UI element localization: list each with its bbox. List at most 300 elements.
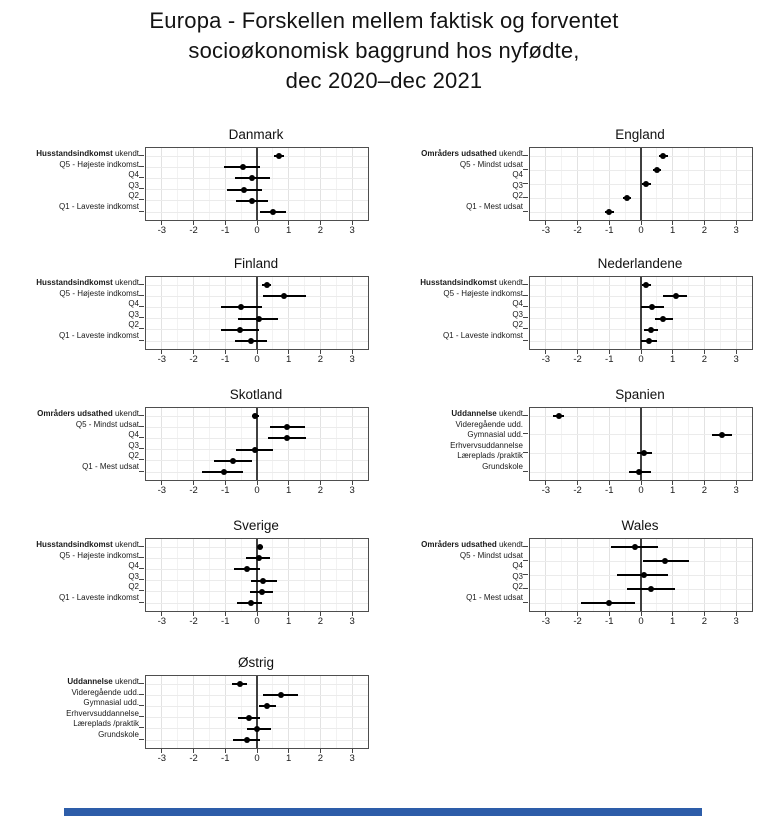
y-tick bbox=[139, 448, 144, 449]
y-axis-labels bbox=[384, 278, 523, 342]
y-tick bbox=[139, 437, 144, 438]
y-tick bbox=[139, 683, 144, 684]
y-tick bbox=[139, 295, 144, 296]
x-tick-label: 1 bbox=[286, 753, 292, 764]
y-tick bbox=[139, 340, 144, 341]
grid-line-vertical bbox=[241, 539, 242, 611]
data-point bbox=[248, 600, 254, 606]
data-point bbox=[244, 566, 250, 572]
x-tick-label: 0 bbox=[254, 354, 260, 365]
y-axis-labels bbox=[0, 540, 139, 604]
x-tick-label: -3 bbox=[541, 616, 551, 627]
grid-line-vertical bbox=[672, 277, 673, 349]
y-tick bbox=[139, 284, 144, 285]
grid-line-vertical bbox=[609, 277, 610, 349]
y-tick bbox=[139, 590, 144, 591]
grid-line-vertical bbox=[304, 148, 305, 220]
grid-line-vertical bbox=[304, 676, 305, 748]
data-point bbox=[264, 282, 270, 288]
grid-line-vertical bbox=[545, 277, 546, 349]
grid-line-vertical bbox=[288, 277, 289, 349]
x-tick-label: 3 bbox=[733, 354, 739, 365]
footer-bar bbox=[64, 808, 702, 816]
grid-line-vertical bbox=[593, 408, 594, 480]
grid-line-vertical bbox=[545, 408, 546, 480]
grid-line-vertical bbox=[193, 148, 194, 220]
y-tick bbox=[523, 328, 528, 329]
panel-title: Danmark bbox=[228, 127, 284, 142]
data-point bbox=[281, 293, 287, 299]
data-point bbox=[624, 195, 630, 201]
x-tick-label: -3 bbox=[157, 225, 167, 236]
plot-area bbox=[529, 147, 753, 236]
x-tick-label: 0 bbox=[254, 485, 260, 496]
y-axis-label: Q3 bbox=[512, 180, 523, 190]
grid-line-vertical bbox=[304, 277, 305, 349]
data-point bbox=[270, 209, 276, 215]
x-tick-label: 3 bbox=[349, 616, 355, 627]
plot-area bbox=[145, 538, 369, 627]
x-tick-label: -2 bbox=[189, 485, 198, 496]
y-tick bbox=[523, 155, 528, 156]
chart-title-line-2: socioøkonomisk baggrund hos nyfødte, bbox=[188, 38, 580, 63]
y-axis-label: Q5 - Mindst udsat bbox=[75, 419, 139, 429]
grid-line-vertical bbox=[241, 408, 242, 480]
x-tick-label: -1 bbox=[221, 753, 230, 764]
y-axis-label: Q2 bbox=[128, 320, 139, 330]
x-tick-label: -2 bbox=[189, 225, 198, 236]
data-point bbox=[256, 316, 262, 322]
grid-line-vertical bbox=[304, 539, 305, 611]
grid-line-vertical bbox=[193, 277, 194, 349]
y-tick bbox=[523, 471, 528, 472]
x-tick-label: 2 bbox=[701, 354, 708, 365]
grid-line-vertical bbox=[161, 408, 162, 480]
zero-reference-line bbox=[256, 277, 258, 349]
x-tick-label: 1 bbox=[286, 616, 292, 627]
x-tick-label: 3 bbox=[349, 225, 355, 236]
grid-line-vertical bbox=[177, 148, 178, 220]
y-axis-label: Q1 - Laveste indkomst bbox=[58, 201, 139, 211]
x-tick-label: -3 bbox=[541, 225, 551, 236]
y-tick bbox=[139, 705, 144, 706]
data-point bbox=[556, 413, 562, 419]
grid-line-vertical bbox=[336, 277, 337, 349]
x-tick-label: -2 bbox=[573, 225, 582, 236]
y-axis-label: Gymnasial udd. bbox=[467, 430, 523, 440]
y-tick bbox=[139, 727, 144, 728]
x-tick-label: 1 bbox=[670, 616, 676, 627]
y-tick bbox=[523, 574, 528, 575]
x-tick-label: -3 bbox=[157, 616, 167, 627]
grid-line-vertical bbox=[656, 408, 657, 480]
x-tick-label: -1 bbox=[605, 225, 614, 236]
y-axis-label: Q4 bbox=[512, 299, 523, 309]
data-point bbox=[249, 198, 255, 204]
grid-line-vertical bbox=[320, 277, 321, 349]
y-axis-label: Q1 - Laveste indkomst bbox=[442, 330, 523, 340]
grid-line-vertical bbox=[609, 408, 610, 480]
grid-line-vertical bbox=[272, 408, 273, 480]
x-tick-label: -2 bbox=[189, 753, 198, 764]
zero-reference-line bbox=[640, 277, 642, 349]
y-axis-label: Læreplads /praktik bbox=[457, 451, 523, 461]
data-point bbox=[259, 589, 265, 595]
grid-line-vertical bbox=[161, 148, 162, 220]
y-tick bbox=[523, 284, 528, 285]
grid-line-vertical bbox=[161, 676, 162, 748]
y-axis-labels bbox=[0, 149, 139, 213]
zero-reference-line bbox=[256, 539, 258, 611]
x-tick-label: 1 bbox=[286, 485, 292, 496]
panel-title: Spanien bbox=[615, 387, 665, 402]
y-tick bbox=[523, 317, 528, 318]
x-tick-label: -1 bbox=[605, 354, 614, 365]
grid-line-vertical bbox=[593, 277, 594, 349]
y-tick bbox=[139, 739, 144, 740]
x-tick-label: 2 bbox=[317, 616, 324, 627]
grid-line-vertical bbox=[177, 539, 178, 611]
y-axis-label: Q1 - Mest udsat bbox=[466, 592, 523, 602]
grid-line-vertical bbox=[161, 277, 162, 349]
y-axis-labels bbox=[0, 278, 139, 342]
data-point bbox=[719, 432, 725, 438]
grid-line-vertical bbox=[177, 277, 178, 349]
zero-reference-line bbox=[256, 148, 258, 220]
grid-line-vertical bbox=[352, 408, 353, 480]
panel-title: Nederlandene bbox=[597, 256, 683, 271]
y-axis-label: Q2 bbox=[512, 320, 523, 330]
y-tick bbox=[139, 317, 144, 318]
y-axis-label: Q3 bbox=[512, 309, 523, 319]
data-point bbox=[230, 458, 236, 464]
x-tick-label: -1 bbox=[221, 354, 230, 365]
panel-title: Sverige bbox=[233, 518, 279, 533]
data-point bbox=[278, 692, 284, 698]
data-point bbox=[606, 209, 612, 215]
y-axis-label: Q5 - Højeste indkomst bbox=[443, 288, 523, 298]
y-axis-label: Q4 bbox=[128, 170, 139, 180]
y-axis-label: Q4 bbox=[128, 299, 139, 309]
grid-line-vertical bbox=[272, 676, 273, 748]
y-tick bbox=[523, 306, 528, 307]
panel-sverige bbox=[0, 518, 384, 656]
grid-line-vertical bbox=[304, 408, 305, 480]
y-tick bbox=[139, 602, 144, 603]
x-tick-label: 0 bbox=[638, 354, 644, 365]
y-axis-label: Uddannelse ukendt bbox=[67, 677, 139, 686]
grid-line-vertical bbox=[320, 676, 321, 748]
data-point bbox=[254, 726, 260, 732]
plot-area bbox=[529, 276, 753, 365]
x-tick-label: -3 bbox=[541, 354, 551, 365]
grid-line-vertical bbox=[272, 277, 273, 349]
y-axis-label: Q3 bbox=[128, 309, 139, 319]
grid-line-vertical bbox=[320, 408, 321, 480]
grid-line-vertical bbox=[193, 539, 194, 611]
data-point bbox=[646, 338, 652, 344]
grid-line-vertical bbox=[336, 408, 337, 480]
y-tick bbox=[139, 579, 144, 580]
panel-finland bbox=[0, 256, 384, 394]
data-point bbox=[248, 338, 254, 344]
x-tick-label: -2 bbox=[573, 485, 582, 496]
panel-nederlandene bbox=[384, 256, 768, 394]
grid-line-vertical bbox=[209, 676, 210, 748]
y-tick bbox=[139, 155, 144, 156]
x-tick-label: 2 bbox=[317, 354, 324, 365]
y-axis-labels bbox=[384, 409, 523, 473]
x-tick-label: 3 bbox=[733, 616, 739, 627]
x-tick-label: 2 bbox=[701, 616, 708, 627]
x-tick-label: 3 bbox=[349, 485, 355, 496]
grid-line-vertical bbox=[288, 676, 289, 748]
y-tick bbox=[523, 211, 528, 212]
grid-line-vertical bbox=[352, 277, 353, 349]
data-point bbox=[221, 469, 227, 475]
panel-skotland bbox=[0, 387, 384, 525]
panel-wales bbox=[384, 518, 768, 656]
grid-line-vertical bbox=[704, 277, 705, 349]
grid-line-vertical bbox=[656, 277, 657, 349]
y-axis-label: Q2 bbox=[128, 451, 139, 461]
y-tick bbox=[523, 588, 528, 589]
x-tick-label: 1 bbox=[670, 354, 676, 365]
y-axis-label: Q3 bbox=[128, 180, 139, 190]
y-axis-labels bbox=[384, 149, 523, 213]
grid-line-vertical bbox=[161, 539, 162, 611]
y-axis-label: Videregående udd. bbox=[71, 687, 139, 697]
data-point bbox=[237, 681, 243, 687]
y-axis-label: Husstandsindkomst ukendt bbox=[36, 149, 139, 158]
data-point bbox=[284, 424, 290, 430]
x-tick-label: 0 bbox=[638, 225, 644, 236]
grid-line-vertical bbox=[209, 408, 210, 480]
y-tick bbox=[523, 433, 528, 434]
x-tick-label: 1 bbox=[286, 225, 292, 236]
grid-line-vertical bbox=[625, 277, 626, 349]
y-axis-label: Q3 bbox=[128, 571, 139, 581]
grid-line-vertical bbox=[577, 408, 578, 480]
x-tick-label: 2 bbox=[317, 485, 324, 496]
chart-title-line-1: Europa - Forskellen mellem faktisk og forventet bbox=[149, 8, 619, 33]
y-axis-label: Husstandsindkomst ukendt bbox=[420, 278, 523, 287]
grid-line-vertical bbox=[177, 408, 178, 480]
x-tick-label: -2 bbox=[189, 616, 198, 627]
x-tick-label: -1 bbox=[221, 616, 230, 627]
panel-title: Wales bbox=[621, 518, 659, 533]
grid-line-vertical bbox=[225, 676, 226, 748]
y-tick bbox=[139, 177, 144, 178]
grid-line-vertical bbox=[577, 277, 578, 349]
y-axis-label: Uddannelse ukendt bbox=[451, 409, 523, 418]
grid-line-vertical bbox=[736, 408, 737, 480]
y-tick bbox=[139, 716, 144, 717]
grid-line-vertical bbox=[720, 408, 721, 480]
y-axis-label: Q5 - Mindst udsat bbox=[459, 159, 523, 169]
y-tick bbox=[139, 166, 144, 167]
panel-title: Finland bbox=[233, 256, 279, 271]
data-point bbox=[673, 293, 679, 299]
plot-area bbox=[529, 538, 753, 627]
x-tick-label: 1 bbox=[670, 485, 676, 496]
x-tick-label: -2 bbox=[573, 354, 582, 365]
data-point bbox=[641, 572, 647, 578]
y-tick bbox=[523, 295, 528, 296]
grid-line-vertical bbox=[225, 148, 226, 220]
y-tick bbox=[139, 471, 144, 472]
y-axis-label: Q4 bbox=[128, 561, 139, 571]
x-tick-label: -1 bbox=[605, 616, 614, 627]
panel-østrig bbox=[0, 655, 384, 793]
y-tick bbox=[139, 415, 144, 416]
grid-line-vertical bbox=[288, 148, 289, 220]
x-tick-label: 0 bbox=[638, 485, 644, 496]
y-tick bbox=[139, 426, 144, 427]
grid-line-vertical bbox=[561, 408, 562, 480]
x-tick-label: 0 bbox=[638, 616, 644, 627]
y-axis-label: Husstandsindkomst ukendt bbox=[36, 540, 139, 549]
y-axis-label: Q1 - Laveste indkomst bbox=[58, 330, 139, 340]
y-tick bbox=[139, 546, 144, 547]
zero-reference-line bbox=[256, 408, 258, 480]
grid-line-vertical bbox=[193, 676, 194, 748]
y-axis-label: Q5 - Højeste indkomst bbox=[59, 288, 139, 298]
grid-line-vertical bbox=[209, 277, 210, 349]
x-tick-label: -1 bbox=[605, 485, 614, 496]
plot-area bbox=[529, 407, 753, 496]
y-tick bbox=[523, 452, 528, 453]
grid-line-vertical bbox=[336, 539, 337, 611]
grid-line-vertical bbox=[320, 148, 321, 220]
x-tick-label: 3 bbox=[733, 225, 739, 236]
y-axis-label: Erhvervsuddannelse bbox=[450, 440, 523, 450]
grid-line-vertical bbox=[625, 408, 626, 480]
y-axis-label: Q2 bbox=[128, 582, 139, 592]
data-point bbox=[260, 578, 266, 584]
panel-title: Østrig bbox=[237, 655, 274, 670]
grid-line-vertical bbox=[688, 277, 689, 349]
y-tick bbox=[139, 459, 144, 460]
y-tick bbox=[139, 306, 144, 307]
y-tick bbox=[139, 568, 144, 569]
grid-line-vertical bbox=[320, 539, 321, 611]
x-tick-label: 1 bbox=[670, 225, 676, 236]
x-tick-label: -3 bbox=[157, 354, 167, 365]
plot-area bbox=[145, 147, 369, 236]
data-point bbox=[276, 153, 282, 159]
y-axis-label: Q4 bbox=[512, 561, 523, 571]
y-axis-labels bbox=[0, 677, 139, 741]
data-point bbox=[256, 555, 262, 561]
grid-line-vertical bbox=[336, 148, 337, 220]
data-point bbox=[662, 558, 668, 564]
grid-line-vertical bbox=[672, 408, 673, 480]
x-tick-label: 3 bbox=[733, 485, 739, 496]
y-axis-label: Gymnasial udd. bbox=[83, 698, 139, 708]
y-tick bbox=[139, 211, 144, 212]
x-tick-label: 1 bbox=[286, 354, 292, 365]
y-axis-label: Områders udsathed ukendt bbox=[421, 540, 523, 549]
data-point bbox=[284, 435, 290, 441]
plot-area bbox=[145, 276, 369, 365]
grid-line-vertical bbox=[225, 539, 226, 611]
y-tick bbox=[139, 557, 144, 558]
y-axis-label: Videregående udd. bbox=[455, 419, 523, 429]
grid-line-vertical bbox=[209, 539, 210, 611]
grid-line-vertical bbox=[736, 277, 737, 349]
chart-title bbox=[0, 6, 768, 96]
grid-line-vertical bbox=[288, 408, 289, 480]
data-point bbox=[241, 187, 247, 193]
zero-reference-line bbox=[256, 676, 258, 748]
y-axis-label: Områders udsathed ukendt bbox=[421, 149, 523, 158]
data-point bbox=[641, 450, 647, 456]
data-point bbox=[238, 304, 244, 310]
y-axis-label: Husstandsindkomst ukendt bbox=[36, 278, 139, 287]
data-point bbox=[660, 153, 666, 159]
x-tick-label: 2 bbox=[317, 753, 324, 764]
x-tick-label: -2 bbox=[573, 616, 582, 627]
x-tick-label: -1 bbox=[221, 485, 230, 496]
x-tick-label: -1 bbox=[221, 225, 230, 236]
data-point bbox=[240, 164, 246, 170]
data-point bbox=[654, 167, 660, 173]
grid-line-vertical bbox=[352, 539, 353, 611]
data-point bbox=[606, 600, 612, 606]
y-axis-labels bbox=[384, 540, 523, 604]
x-tick-label: -3 bbox=[157, 753, 167, 764]
y-tick bbox=[139, 694, 144, 695]
panel-title: Skotland bbox=[229, 387, 283, 402]
chart-title-line-3: dec 2020–dec 2021 bbox=[285, 68, 483, 93]
y-tick bbox=[523, 415, 528, 416]
x-tick-label: 0 bbox=[254, 753, 260, 764]
x-tick-label: -3 bbox=[157, 485, 167, 496]
grid-line-vertical bbox=[288, 539, 289, 611]
x-tick-label: 0 bbox=[254, 616, 260, 627]
data-point bbox=[643, 282, 649, 288]
grid-line-vertical bbox=[193, 408, 194, 480]
y-tick bbox=[523, 602, 528, 603]
y-axis-label: Q3 bbox=[128, 440, 139, 450]
x-tick-label: 3 bbox=[349, 354, 355, 365]
data-point bbox=[643, 181, 649, 187]
data-point bbox=[246, 715, 252, 721]
data-point bbox=[244, 737, 250, 743]
y-tick bbox=[523, 560, 528, 561]
y-axis-label: Q1 - Laveste indkomst bbox=[58, 592, 139, 602]
x-tick-label: -3 bbox=[541, 485, 551, 496]
grid-line-vertical bbox=[720, 277, 721, 349]
x-tick-label: 2 bbox=[701, 485, 708, 496]
y-tick bbox=[139, 188, 144, 189]
y-tick bbox=[523, 169, 528, 170]
data-point bbox=[648, 586, 654, 592]
x-tick-label: 2 bbox=[317, 225, 324, 236]
y-axis-label: Q5 - Mindst udsat bbox=[459, 550, 523, 560]
y-axis-labels bbox=[0, 409, 139, 473]
grid-line-vertical bbox=[561, 277, 562, 349]
plot-area bbox=[145, 407, 369, 496]
y-axis-label: Q3 bbox=[512, 571, 523, 581]
data-point bbox=[649, 304, 655, 310]
y-tick bbox=[523, 197, 528, 198]
grid-line-vertical bbox=[352, 148, 353, 220]
panel-spanien bbox=[384, 387, 768, 525]
panel-england bbox=[384, 127, 768, 265]
y-axis-label: Q5 - Højeste indkomst bbox=[59, 159, 139, 169]
